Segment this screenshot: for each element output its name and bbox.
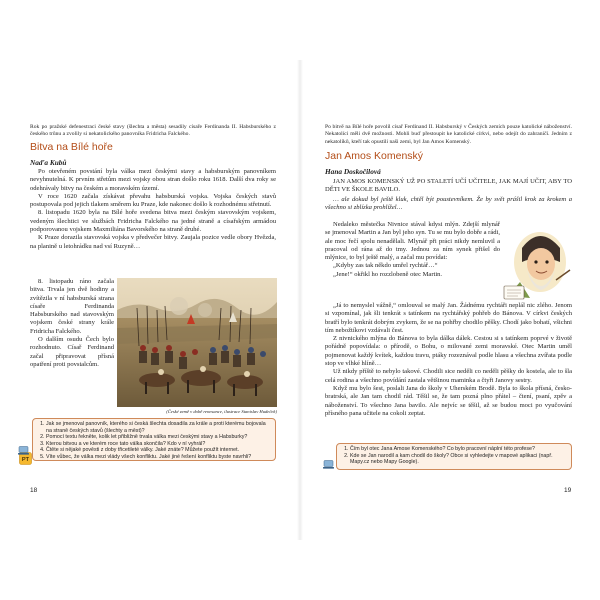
computer-icon-shape	[323, 460, 334, 469]
task-item: 2. Pomocí textu řekněte, kolik let přibližně trvala válka mezi českými stavy a Habsburky?	[46, 434, 271, 441]
right-section-title: Jan Amos Komenský	[325, 150, 424, 162]
left-author: Naďa Kubů	[30, 158, 67, 167]
right-paragraph: Z nivnického mlýna do Bánova to byla dálka dálek. Cestou si s tatínkem poprvé v životě pořádně popovídala: o přírodě, o Bohu, o milované zemi moravské. Otec Martin uměl pojmenovat každý kvítek, každou travu, ptáky rozeznával podle hlasu a všechna zvířata podle stop ve vlhké hlíně…	[325, 335, 572, 368]
task-item: 1. Jak se jmenoval panovník, kterého si česká šlechta dosadila za krále a proti kterému bojovala na straně českých stavů (šlechty a měst)?	[46, 421, 271, 434]
left-paragraph: V roce 1620 začala získávat převahu habsburská vojska. Vojska českých stavů postupovala pod jejich tlakem směrem ku Praze, kde nakonec došlo k rozhodnému střetnutí.	[30, 192, 276, 209]
left-body-wrap	[30, 278, 114, 369]
left-paragraph: K Praze dorazila stavovská vojska v předvečer bitvy. Zaujala pozice vedle obory Hvězda, na planině u letohrádku nad vsí Ruzyně…	[30, 234, 276, 250]
left-paragraph: 8. listopadu ráno začala bitva. Trvala jen dvě hodiny a zvítězila v ní habsburská strana císaře Ferdinanda Habsburského nad stavovským vojskem české strany krále Fridricha Falckého.	[30, 278, 114, 335]
battle-illustration	[117, 278, 277, 407]
right-author: Hana Doskočilová	[325, 167, 381, 176]
illustration-caption: (České země v době renesance, ilustrace Stanislav Hudeček)	[166, 409, 277, 414]
computer-icon	[18, 442, 29, 451]
right-paragraph: „Kdyby zas tak někdo umřel rychtář…“	[333, 262, 438, 270]
right-paragraph: „Já to nemyslel vážně,“ omlouval se malý Jan. Žádnému rychtáři neplál nic zlého. Jenom si vzpomínal, jak šli tenkrát s tatínkem na rychtářský pohřeb do Bánova. V církvi českých bratří bylo tenkrát dobrým zvykem, že se na pohřby chodilo pěšky. Chodí jako bohatí, všichni tím nebožtíkovi vzdávali čest.	[325, 302, 572, 334]
left-intro-text: Rok po pražské defenestraci české stavy (šlechta a města) sesadily císaře Ferdinanda II. Habsburského z českého trůnu a zvolily si nekatolického panovníka Fridricha Falckého.	[30, 124, 276, 138]
pt-icon-label: PT	[21, 457, 30, 463]
right-quote: … ale dokud byl ještě kluk, chtěl být poustevníkem. Že by svět prášil krok za krokem a všechno si zblízka prohlížel…	[325, 196, 572, 212]
right-paragraph: Když mu bylo šest, poslali Jana do školy v Uherském Brodě. Byla to škola přísná, česko-bratrská, ale Jan tam chodil rád. Těšil se, že tam pozná plno přátel – čtení, psaní, zpěv a náboženství. To všechno Jana bavilo. Ale nejvíc se těšil, až se budou moci po vyučování přísného pana učitele na cokoli zeptat.	[325, 384, 572, 417]
left-page-number: 18	[30, 487, 38, 494]
left-paragraph: O dalším osudu Čech bylo rozhodnuto. Císař Ferdinand začal připravovat přísná opatření proti povstalcům.	[30, 336, 114, 368]
portrait-drawing	[500, 218, 576, 302]
task-item: 2. Kde se Jan narodil a kam chodil do školy? Obce si vyhledejte v mapové aplikaci (např. Mapy.cz nebo Mapy Google).	[350, 453, 567, 466]
left-body-full	[30, 168, 276, 251]
task-item: 3. Kterou bitvou a ve kterém roce tato válka skončila? Kdo v ní vyhrál?	[46, 441, 271, 448]
computer-icon-shape	[18, 446, 29, 455]
left-task-box	[32, 418, 276, 461]
task-item: 4. Čtěte si nějaké pověsti z doby třicetileté války. Jaké znáte? Můžete použít internet.	[46, 447, 271, 454]
komensky-portrait	[500, 218, 576, 302]
right-page	[300, 0, 600, 600]
right-intro-text: Po bitvě na Bílé hoře povolil císař Ferdinand II. Habsburský v Českých zemích pouze katolické náboženství. Nekatolíci měli dvě možnosti. Mohli buď přestoupit ke katolické církvi, nebo odejít do zahraničí. Jedním z nekatolíků, kteří tak opustili naši zemi, byl Jan Amos Komenský.	[325, 124, 572, 145]
task-item: 1. Čím byl otec Jana Amose Komenského? Co bylo pracovní náplní této profese?	[350, 446, 567, 453]
left-paragraph: 8. listopadu 1620 byla na Bílé hoře svedena bitva mezi českým stavovským vojskem, vedeným šlechtici ve službách Fridricha Falckého na jedné straně a císařským armádou podporovanou vojskem Maxmiliána Bavorského na straně druhé.	[30, 209, 276, 234]
right-task-box	[336, 443, 572, 470]
left-paragraph: Po otevřeném povstání byla válka mezi českými stavy a habsburským panovníkem nevyhnutelná. K prvním střetům mezi vojsky obou stran došlo roku 1618. Další dva roky se odehrávaly bitvy na českém a moravském území.	[30, 168, 276, 192]
task-item: 5. Víte vůbec, že válka mezi vlády všech konfliktu. Jaké jiné řešení konfliktu byste navrhli?	[46, 454, 271, 461]
left-section-title: Bitva na Bílé hoře	[30, 141, 113, 153]
right-paragraph: „Jene!“ okřikl ho rozzlobeně otec Martin.	[333, 270, 443, 278]
computer-icon	[323, 456, 334, 465]
battle-painting	[117, 278, 277, 407]
right-opening: JAN AMOS KOMENSKÝ UŽ PO STALETÍ UČÍ UČITELE, JAK MAJÍ UČIT, ABY TO DĚTI VE ŠKOLE BAVILO.	[325, 178, 572, 194]
right-body-wrap	[325, 221, 500, 279]
right-paragraph: Nedaleko městečka Nivnice stával kdysi mlýn. Zdejší mlynář se jmenoval Martin a Jan byl jeho syn. Tu se mu bylo dobře a rádi, ale moc řečí spolu nenadělali. Mlynář při práci nikdy nemluvil a pracoval od rána až do tmy. Jednou za ním synek přišel do mlýnice, to byl ještě malý, a začal mu povídat:	[325, 221, 500, 262]
right-page-number: 19	[564, 487, 572, 494]
right-paragraph: Už nikdy příště to nebylo takové. Chodili sice neděli co neděli pěšky do kostela, ale to šla celá rodina a všechno povídání zastala většinou maminka a čtyři Janovy sestry.	[325, 368, 572, 384]
right-body-full	[325, 302, 572, 418]
